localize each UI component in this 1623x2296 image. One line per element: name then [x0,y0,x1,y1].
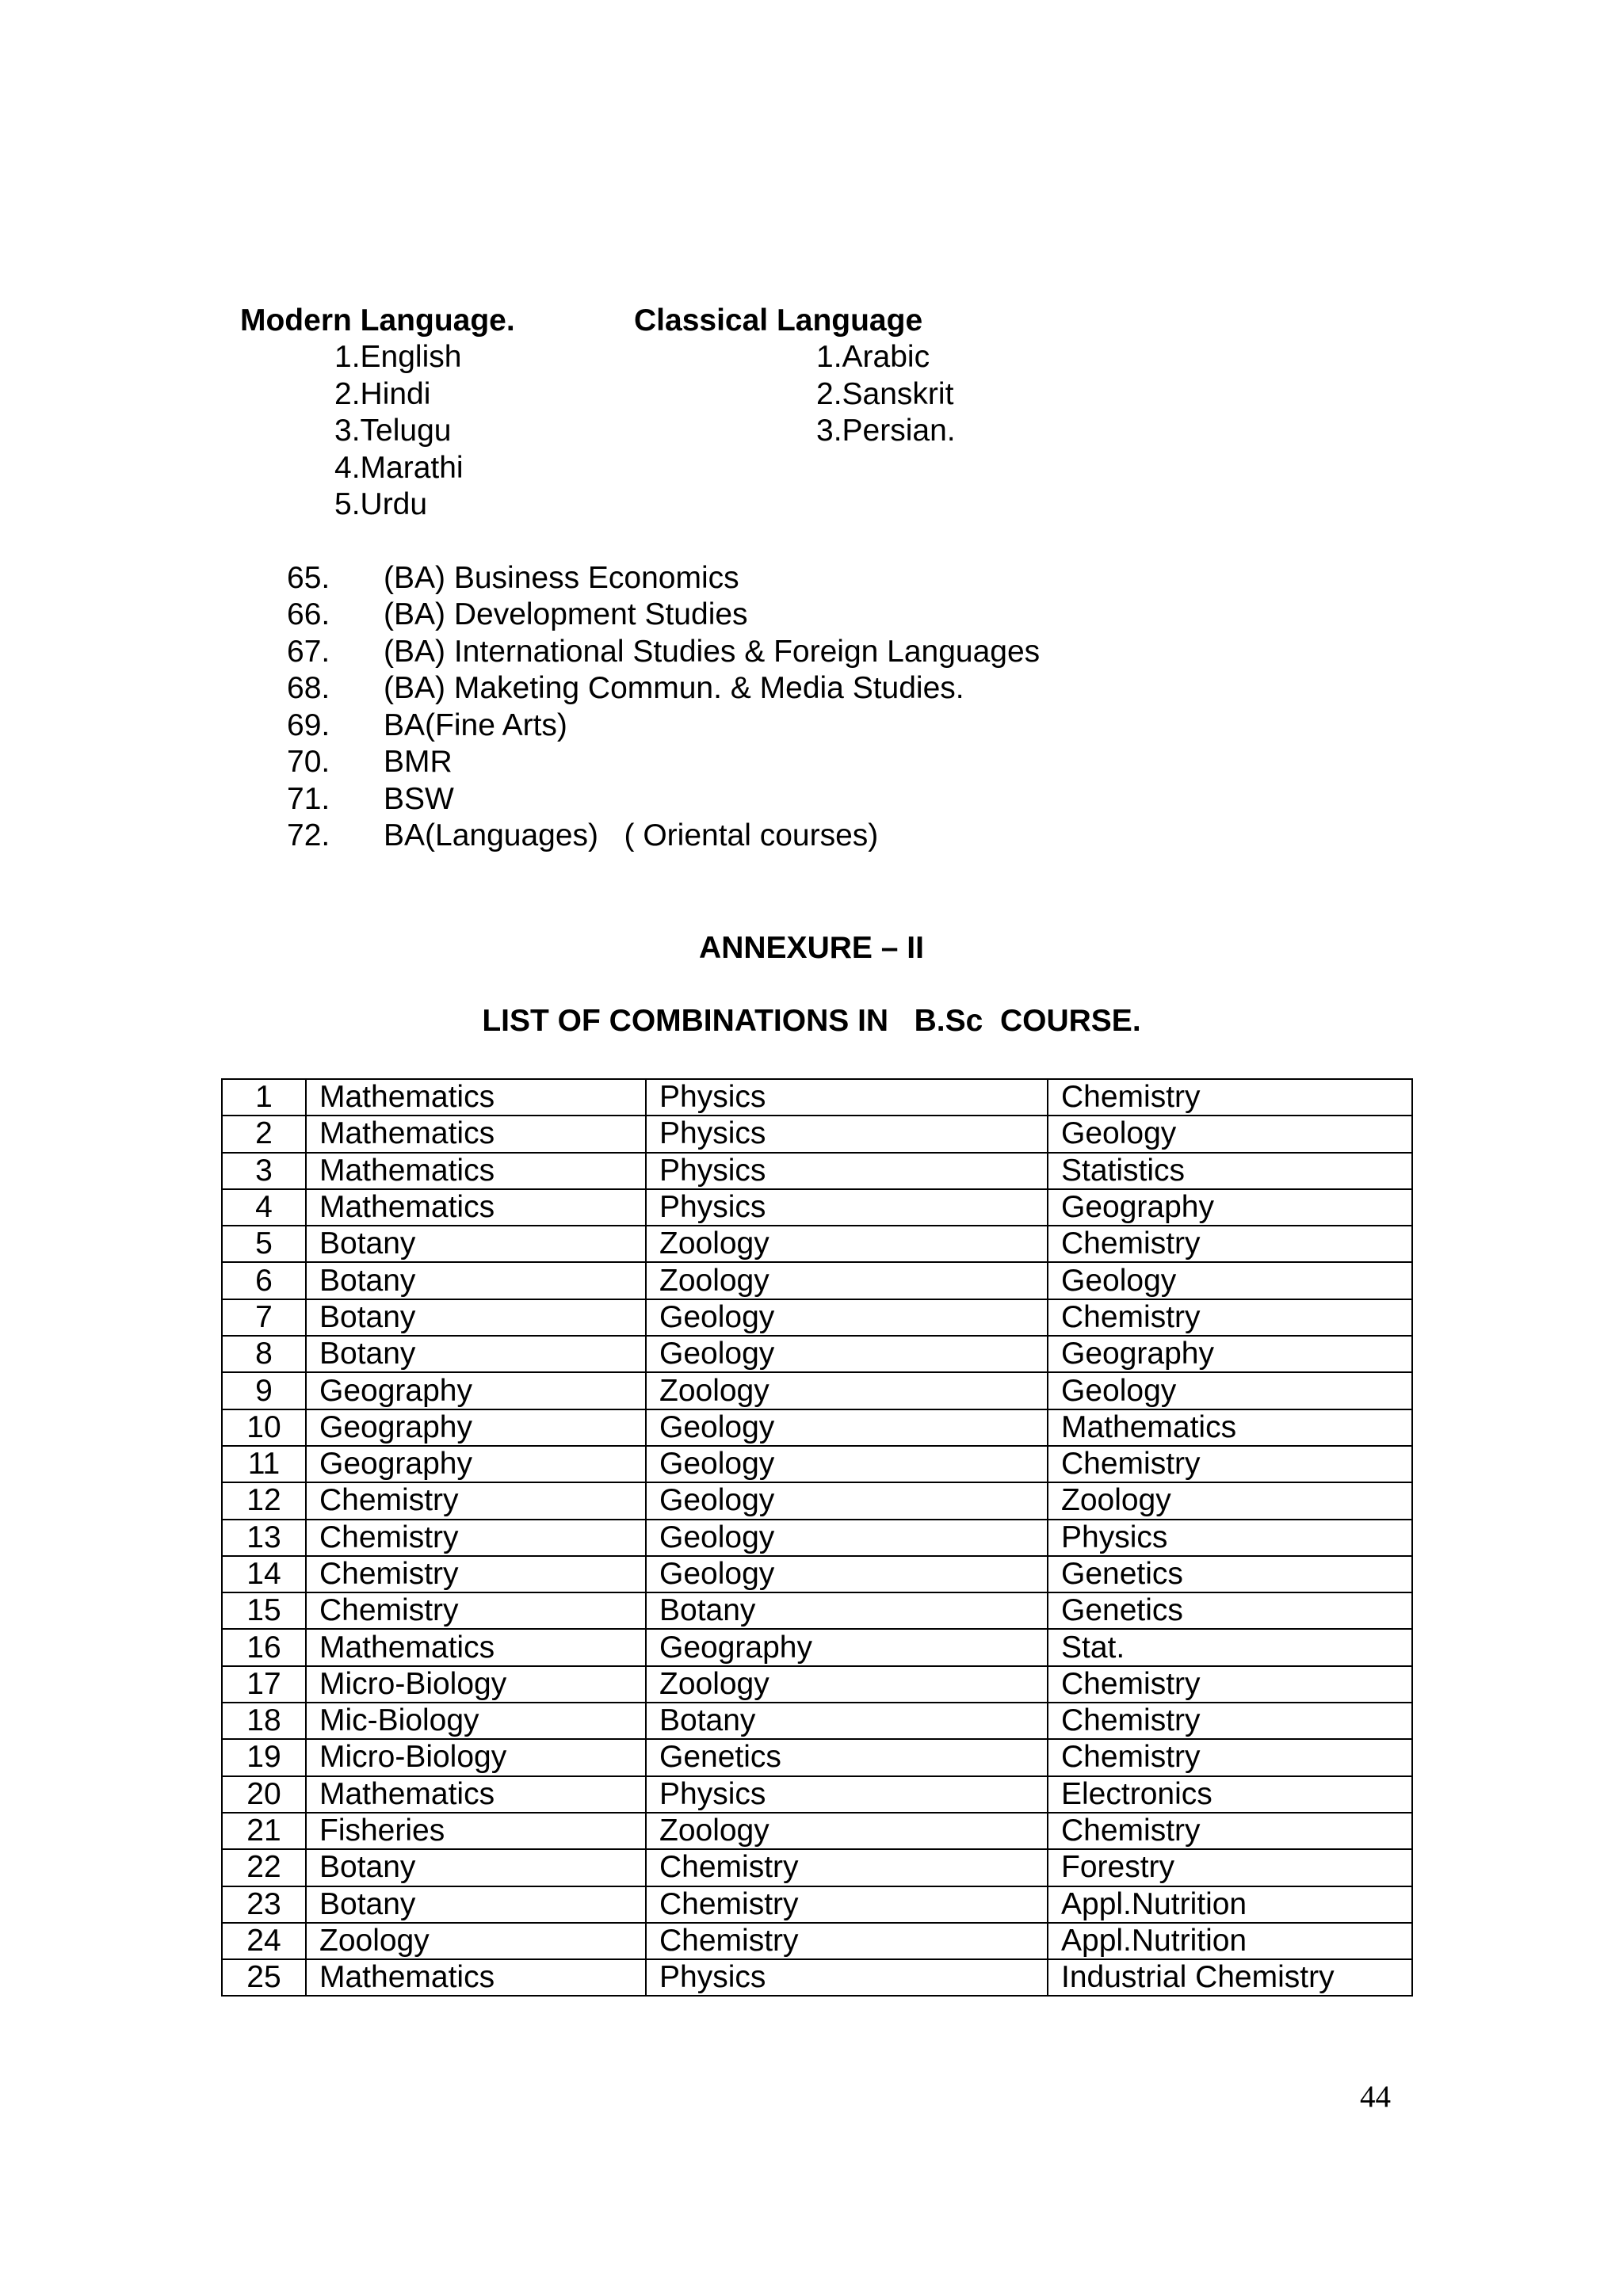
table-row [222,1776,1412,1813]
subject-cell: Chemistry [646,1886,1048,1923]
combinations-list-title: LIST OF COMBINATIONS IN B.Sc COURSE. [482,1004,1141,1038]
table-row [222,1886,1412,1923]
modern-language-item: 1.English [334,340,462,374]
course-number: 69. [287,708,330,742]
subject-cell: Genetics [1048,1592,1412,1629]
subject-cell: Chemistry [1048,1813,1412,1849]
table-row [222,1299,1412,1336]
combination-number: 4 [222,1189,306,1226]
classical-language-heading: Classical Language [634,303,923,338]
combination-number: 19 [222,1739,306,1775]
subject-cell: Stat. [1048,1629,1412,1665]
subject-cell: Botany [306,1886,646,1923]
subject-cell: Zoology [646,1666,1048,1703]
course-name: (BA) Maketing Commun. & Media Studies. [384,671,964,705]
subject-cell: Mathematics [306,1116,646,1152]
subject-cell: Zoology [646,1226,1048,1262]
modern-language-item: 3.Telugu [334,414,452,448]
subject-cell: Zoology [1048,1482,1412,1519]
table-row [222,1153,1412,1189]
combination-number: 13 [222,1520,306,1556]
table-row [222,1592,1412,1629]
subject-cell: Geology [646,1446,1048,1482]
table-row [222,1409,1412,1446]
classical-language-item: 1.Arabic [816,340,930,374]
subject-cell: Geology [1048,1116,1412,1152]
subject-cell: Geography [1048,1336,1412,1372]
combination-number: 20 [222,1776,306,1813]
subject-cell: Geography [306,1409,646,1446]
combination-number: 5 [222,1226,306,1262]
subject-cell: Zoology [646,1372,1048,1409]
subject-cell: Geology [646,1520,1048,1556]
subject-cell: Zoology [646,1262,1048,1299]
course-name: BA(Fine Arts) [384,708,567,742]
combinations-table-body [222,1079,1412,1996]
subject-cell: Botany [306,1262,646,1299]
subject-cell: Geology [646,1556,1048,1592]
table-row [222,1372,1412,1409]
combination-number: 14 [222,1556,306,1592]
subject-cell: Electronics [1048,1776,1412,1813]
subject-cell: Statistics [1048,1153,1412,1189]
subject-cell: Chemistry [1048,1226,1412,1262]
course-number: 71. [287,782,330,816]
combinations-table [221,1078,1413,1997]
subject-cell: Mic-Biology [306,1703,646,1739]
course-number: 66. [287,597,330,631]
combination-number: 16 [222,1629,306,1665]
subject-cell: Zoology [306,1923,646,1959]
subject-cell: Industrial Chemistry [1048,1959,1412,1996]
subject-cell: Micro-Biology [306,1739,646,1775]
modern-language-item: 2.Hindi [334,377,431,411]
subject-cell: Botany [646,1592,1048,1629]
course-number: 68. [287,671,330,705]
subject-cell: Geography [306,1372,646,1409]
subject-cell: Physics [1048,1520,1412,1556]
table-row [222,1262,1412,1299]
combination-number: 10 [222,1409,306,1446]
subject-cell: Appl.Nutrition [1048,1923,1412,1959]
subject-cell: Chemistry [646,1849,1048,1886]
table-row [222,1556,1412,1592]
modern-language-heading: Modern Language. [240,303,515,338]
subject-cell: Geology [646,1336,1048,1372]
table-row [222,1189,1412,1226]
combination-number: 9 [222,1372,306,1409]
classical-language-item: 2.Sanskrit [816,377,954,411]
combination-number: 11 [222,1446,306,1482]
subject-cell: Geology [1048,1262,1412,1299]
subject-cell: Zoology [646,1813,1048,1849]
subject-cell: Physics [646,1116,1048,1152]
subject-cell: Botany [306,1849,646,1886]
combination-number: 18 [222,1703,306,1739]
subject-cell: Mathematics [306,1959,646,1996]
combination-number: 7 [222,1299,306,1336]
subject-cell: Chemistry [306,1520,646,1556]
subject-cell: Physics [646,1959,1048,1996]
subject-cell: Chemistry [646,1923,1048,1959]
subject-cell: Geography [646,1629,1048,1665]
modern-language-item: 5.Urdu [334,487,428,521]
table-row [222,1520,1412,1556]
subject-cell: Geology [646,1482,1048,1519]
subject-cell: Geology [646,1299,1048,1336]
subject-cell: Chemistry [1048,1079,1412,1116]
subject-cell: Botany [306,1299,646,1336]
subject-cell: Geography [1048,1189,1412,1226]
combination-number: 23 [222,1886,306,1923]
classical-language-item: 3.Persian. [816,414,956,448]
combination-number: 6 [222,1262,306,1299]
subject-cell: Chemistry [306,1482,646,1519]
table-row [222,1666,1412,1703]
table-row [222,1629,1412,1665]
subject-cell: Chemistry [1048,1299,1412,1336]
table-row [222,1959,1412,1996]
table-row [222,1226,1412,1262]
subject-cell: Mathematics [306,1189,646,1226]
subject-cell: Fisheries [306,1813,646,1849]
course-number: 72. [287,818,330,852]
course-name: BSW [384,782,454,816]
subject-cell: Chemistry [306,1592,646,1629]
subject-cell: Chemistry [1048,1739,1412,1775]
subject-cell: Physics [646,1776,1048,1813]
subject-cell: Geology [646,1409,1048,1446]
table-row [222,1849,1412,1886]
combination-number: 17 [222,1666,306,1703]
table-row [222,1923,1412,1959]
combination-number: 2 [222,1116,306,1152]
course-name: (BA) Business Economics [384,561,739,595]
course-name: BMR [384,745,453,779]
combination-number: 21 [222,1813,306,1849]
combination-number: 3 [222,1153,306,1189]
subject-cell: Chemistry [1048,1666,1412,1703]
subject-cell: Physics [646,1189,1048,1226]
subject-cell: Botany [306,1336,646,1372]
combination-number: 15 [222,1592,306,1629]
subject-cell: Chemistry [1048,1446,1412,1482]
subject-cell: Genetics [1048,1556,1412,1592]
subject-cell: Geography [306,1446,646,1482]
subject-cell: Mathematics [306,1153,646,1189]
course-number: 70. [287,745,330,779]
subject-cell: Appl.Nutrition [1048,1886,1412,1923]
combination-number: 22 [222,1849,306,1886]
page-number: 44 [1360,2080,1391,2114]
subject-cell: Mathematics [306,1776,646,1813]
combination-number: 8 [222,1336,306,1372]
modern-language-item: 4.Marathi [334,451,464,485]
annexure-title: ANNEXURE – II [699,931,924,965]
combination-number: 12 [222,1482,306,1519]
subject-cell: Mathematics [306,1629,646,1665]
subject-cell: Chemistry [1048,1703,1412,1739]
subject-cell: Mathematics [1048,1409,1412,1446]
course-name: (BA) Development Studies [384,597,748,631]
table-row [222,1482,1412,1519]
subject-cell: Forestry [1048,1849,1412,1886]
subject-cell: Geology [1048,1372,1412,1409]
course-number: 67. [287,635,330,669]
table-row [222,1116,1412,1152]
course-name: (BA) International Studies & Foreign Languages [384,635,1041,669]
table-row [222,1739,1412,1775]
course-name: BA(Languages) ( Oriental courses) [384,818,879,852]
subject-cell: Chemistry [306,1556,646,1592]
combination-number: 24 [222,1923,306,1959]
subject-cell: Mathematics [306,1079,646,1116]
subject-cell: Micro-Biology [306,1666,646,1703]
subject-cell: Physics [646,1079,1048,1116]
table-row [222,1079,1412,1116]
table-row [222,1813,1412,1849]
subject-cell: Botany [306,1226,646,1262]
subject-cell: Physics [646,1153,1048,1189]
combination-number: 25 [222,1959,306,1996]
combination-number: 1 [222,1079,306,1116]
table-row [222,1703,1412,1739]
subject-cell: Botany [646,1703,1048,1739]
subject-cell: Genetics [646,1739,1048,1775]
table-row [222,1446,1412,1482]
table-row [222,1336,1412,1372]
course-number: 65. [287,561,330,595]
